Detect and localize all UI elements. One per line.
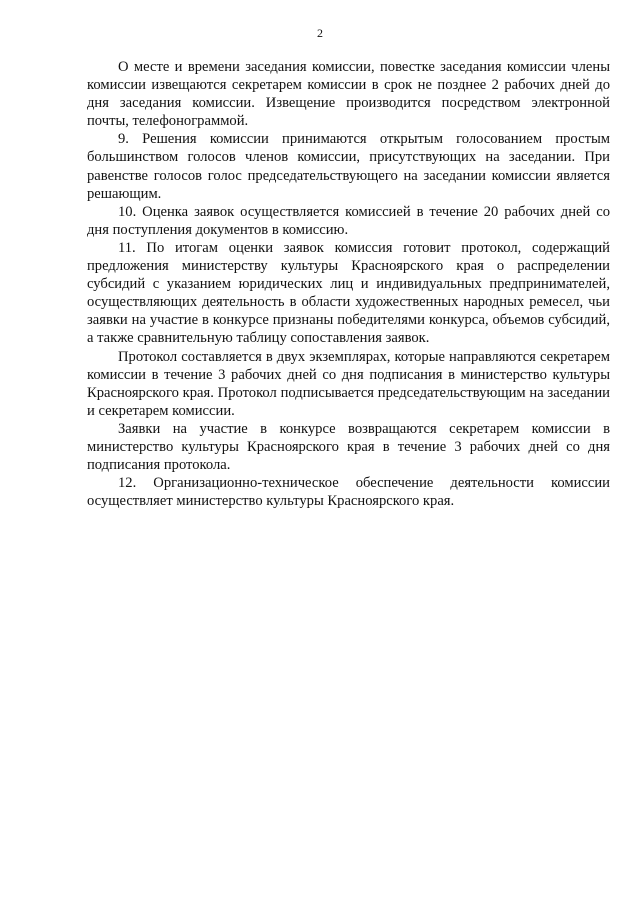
document-body [87, 58, 610, 510]
paragraph-evaluation: 10. Оценка заявок осуществляется комиссией в течение 20 рабочих дней со дня поступления документов в комиссию. [87, 203, 610, 238]
paragraph-organizational-support: 12. Организационно-техническое обеспечение деятельности комиссии осуществляет министерство культуры Красноярского края. [87, 475, 610, 510]
paragraph-applications-return: Заявки на участие в конкурсе возвращаются секретарем комиссии в министерство культуры Красноярского края в течение 3 рабочих дней со дня подписания протокола. [87, 420, 610, 474]
page-number: 2 [317, 26, 323, 40]
paragraph-protocol-copies: Протокол составляется в двух экземплярах, которые направляются секретарем комиссии в течение 3 рабочих дней со дня подписания в министерство культуры Красноярского края. Протокол подписывается председательствующим на заседании и секретарем комиссии. [87, 348, 610, 419]
paragraph-meeting-notice: О месте и времени заседания комиссии, повестке заседания комиссии члены комиссии извещаются секретарем комиссии в срок не позднее 2 рабочих дней до дня заседания комиссии. Извещение производится посредством электронной почты, телефонограммой. [87, 59, 610, 130]
paragraph-decisions: 9. Решения комиссии принимаются открытым голосованием простым большинством голосов членов комиссии, присутствующих на заседании. При равенстве голосов голос председательствующего на заседании комиссии является решающим. [87, 131, 610, 202]
paragraph-protocol-proposals: 11. По итогам оценки заявок комиссия готовит протокол, содержащий предложения министерству культуры Красноярского края о распределении субсидий с указанием юридических лиц и индивидуальных предпринимателей, осуществляющих деятельность в области художественных народных ремесел, чьи заявки на участие в конкурсе признаны победителями конкурса, объемов субсидий, а также сравнительную таблицу сопоставления заявок. [87, 239, 610, 347]
